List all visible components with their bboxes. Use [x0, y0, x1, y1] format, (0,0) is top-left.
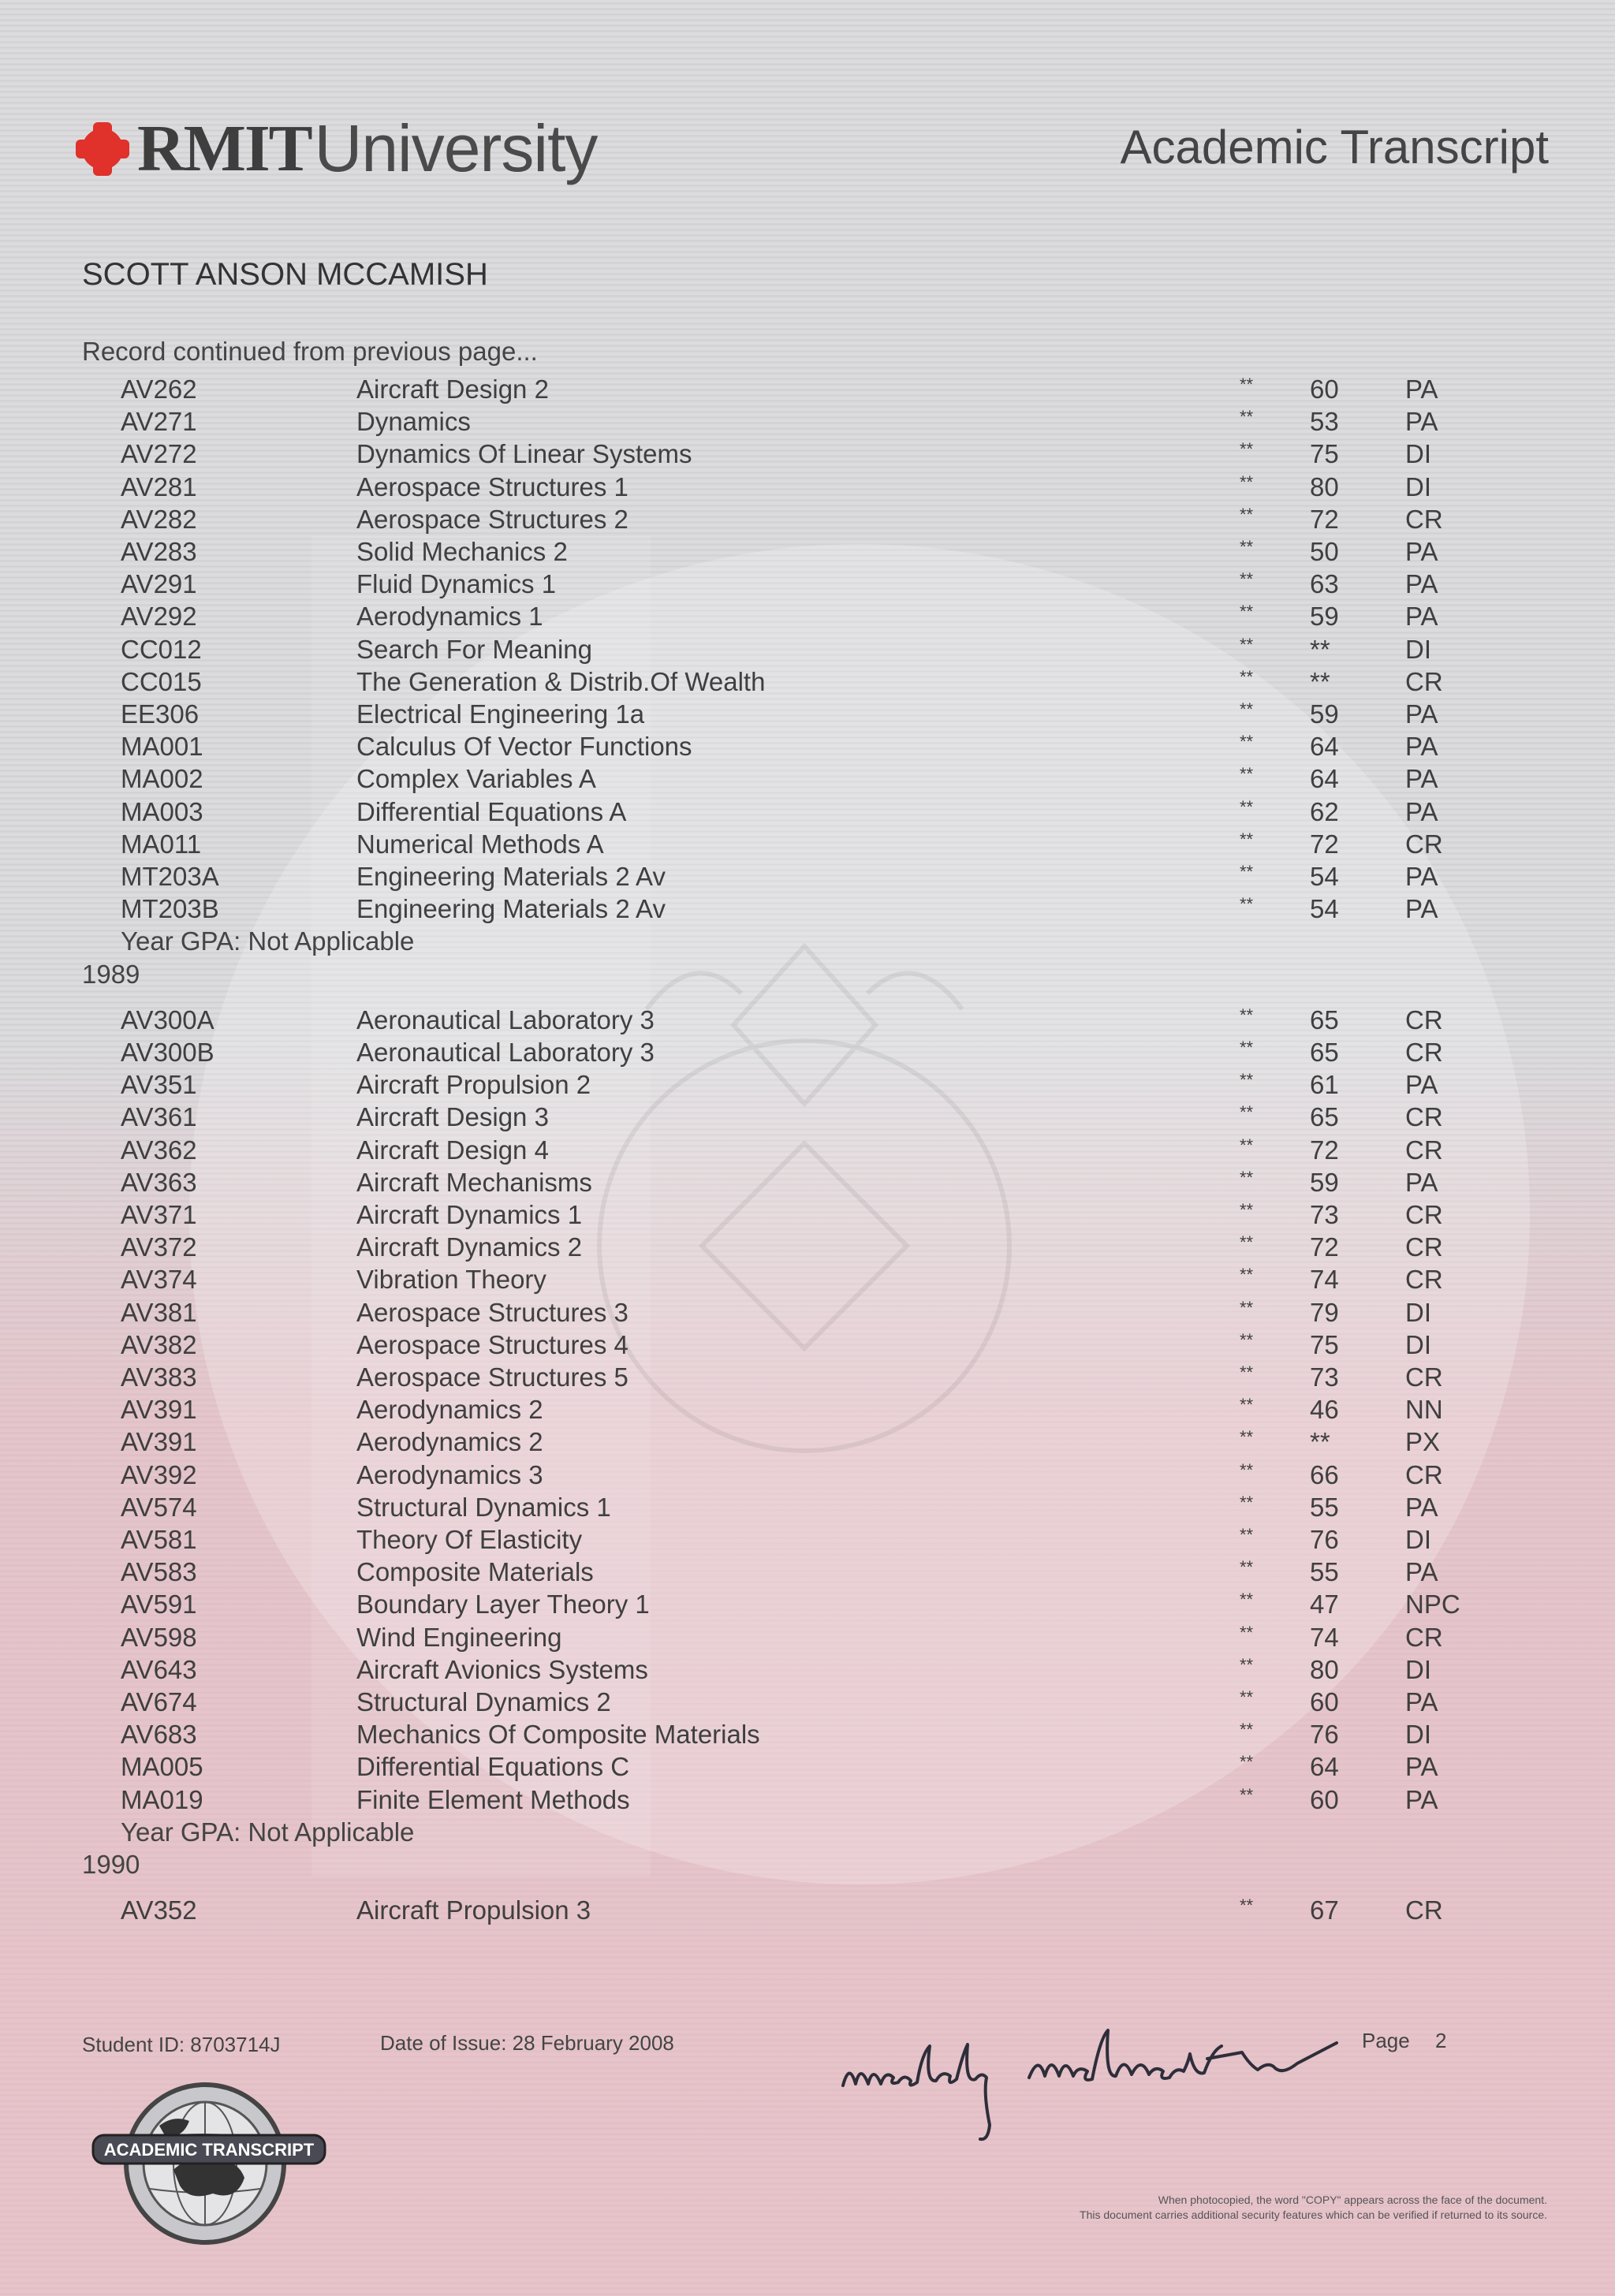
course-title: Composite Materials: [356, 1557, 594, 1587]
course-mark: 59: [1310, 602, 1339, 632]
course-title: Aircraft Mechanisms: [356, 1167, 592, 1197]
course-row: [0, 1038, 1615, 1070]
date-of-issue: Date of Issue: 28 February 2008: [380, 2031, 674, 2055]
course-flag: **: [1240, 1038, 1254, 1057]
course-mark: **: [1310, 666, 1330, 696]
course-code: AV381: [121, 1297, 197, 1327]
course-mark: 72: [1310, 829, 1339, 859]
course-grade: PA: [1405, 1784, 1438, 1814]
course-flag: **: [1240, 439, 1254, 460]
course-row: [0, 764, 1615, 796]
course-title: Mechanics Of Composite Materials: [356, 1720, 760, 1750]
course-flag: **: [1240, 1720, 1254, 1740]
course-flag: **: [1240, 1557, 1254, 1578]
course-mark: 76: [1310, 1525, 1339, 1554]
course-grade: PA: [1405, 537, 1438, 566]
course-flag: **: [1240, 602, 1254, 622]
course-flag: **: [1240, 1492, 1254, 1512]
course-code: AV683: [121, 1720, 197, 1750]
course-flag: **: [1240, 894, 1254, 915]
course-code: AV363: [121, 1167, 197, 1197]
course-mark: 72: [1310, 1135, 1339, 1165]
course-title: Aerodynamics 2: [356, 1395, 543, 1425]
course-grade: PA: [1405, 375, 1438, 404]
course-row: [0, 602, 1615, 634]
course-grade: CR: [1405, 1102, 1443, 1132]
course-mark: 65: [1310, 1038, 1339, 1067]
course-row: [0, 1200, 1615, 1232]
course-code: EE306: [121, 699, 200, 729]
course-code: MA019: [121, 1784, 203, 1814]
course-mark: 55: [1310, 1557, 1339, 1587]
course-code: AV383: [121, 1362, 197, 1392]
course-row: [0, 1135, 1615, 1168]
course-title: Differential Equations C: [356, 1752, 630, 1782]
course-row: [0, 1395, 1615, 1427]
course-row: [0, 472, 1615, 505]
course-mark: 59: [1310, 699, 1339, 729]
course-grade: NN: [1405, 1395, 1443, 1425]
course-flag: **: [1240, 829, 1254, 849]
course-row: [0, 1298, 1615, 1330]
course-title: Theory Of Elasticity: [356, 1525, 583, 1554]
course-title: Aerospace Structures 4: [356, 1329, 628, 1359]
course-grade: PA: [1405, 894, 1438, 924]
year-heading: 1989: [82, 959, 140, 989]
course-mark: 76: [1310, 1720, 1339, 1750]
course-mark: 67: [1310, 1895, 1339, 1925]
course-mark: 63: [1310, 569, 1339, 599]
course-flag: **: [1240, 472, 1254, 492]
course-mark: 59: [1310, 1167, 1339, 1197]
course-flag: **: [1240, 699, 1254, 719]
course-code: MA003: [121, 796, 203, 826]
course-grade: PA: [1405, 1557, 1438, 1587]
course-grade: DI: [1405, 1329, 1431, 1359]
course-code: MT203A: [121, 862, 219, 891]
course-title: Fluid Dynamics 1: [356, 569, 557, 599]
course-mark: 65: [1310, 1102, 1339, 1132]
course-row: [0, 569, 1615, 602]
course-code: AV281: [121, 472, 197, 501]
course-mark: 60: [1310, 1687, 1339, 1716]
course-title: Aircraft Dynamics 2: [356, 1232, 583, 1262]
course-mark: **: [1310, 1427, 1330, 1457]
course-row: [0, 1557, 1615, 1590]
course-title: Aircraft Avionics Systems: [356, 1654, 648, 1684]
course-row: [0, 1525, 1615, 1557]
course-mark: 73: [1310, 1362, 1339, 1392]
course-code: AV583: [121, 1557, 197, 1587]
course-row: [0, 667, 1615, 699]
course-row: [0, 1330, 1615, 1362]
course-flag: **: [1240, 1459, 1254, 1480]
course-title: Numerical Methods A: [356, 829, 604, 859]
course-grade: CR: [1405, 1895, 1443, 1925]
course-code: AV374: [121, 1265, 197, 1295]
course-title: Aerospace Structures 3: [356, 1297, 628, 1327]
course-mark: 54: [1310, 862, 1339, 891]
course-grade: CR: [1405, 1038, 1443, 1067]
course-flag: **: [1240, 537, 1254, 557]
course-flag: **: [1240, 1070, 1254, 1090]
course-mark: 79: [1310, 1297, 1339, 1327]
course-row: [0, 1785, 1615, 1817]
course-flag: **: [1240, 634, 1254, 654]
course-flag: **: [1240, 1200, 1254, 1220]
course-row: [0, 1687, 1615, 1720]
course-flag: **: [1240, 1784, 1254, 1805]
course-mark: 66: [1310, 1459, 1339, 1489]
course-code: AV282: [121, 504, 197, 534]
course-code: AV291: [121, 569, 197, 599]
course-mark: 64: [1310, 764, 1339, 794]
course-grade: PA: [1405, 764, 1438, 794]
course-title: Aerodynamics 3: [356, 1459, 543, 1489]
course-grade: CR: [1405, 666, 1443, 696]
course-code: CC015: [121, 666, 202, 696]
course-title: Vibration Theory: [356, 1265, 546, 1295]
course-grade: DI: [1405, 439, 1431, 469]
course-grade: CR: [1405, 1362, 1443, 1392]
course-title: Aeronautical Laboratory 3: [356, 1004, 655, 1034]
course-title: Calculus Of Vector Functions: [356, 732, 692, 762]
course-row: [0, 1720, 1615, 1752]
course-title: The Generation & Distrib.Of Wealth: [356, 666, 766, 696]
course-title: Wind Engineering: [356, 1622, 562, 1652]
course-grade: PA: [1405, 1167, 1438, 1197]
course-title: Search For Meaning: [356, 634, 592, 664]
academic-transcript-seal: [87, 2075, 331, 2249]
course-mark: 72: [1310, 504, 1339, 534]
course-row: [0, 1005, 1615, 1038]
course-row: [0, 1590, 1615, 1622]
course-mark: 73: [1310, 1200, 1339, 1229]
course-flag: **: [1240, 1135, 1254, 1155]
course-flag: **: [1240, 1590, 1254, 1610]
course-title: Engineering Materials 2 Av: [356, 894, 666, 924]
course-code: AV292: [121, 602, 197, 632]
course-row: [0, 1070, 1615, 1102]
security-notice-line-1: When photocopied, the word "COPY" appears across the face of the document.: [1158, 2194, 1547, 2206]
course-title: Differential Equations A: [356, 796, 627, 826]
course-mark: **: [1310, 634, 1330, 664]
course-code: AV371: [121, 1200, 197, 1229]
course-row: [0, 537, 1615, 569]
course-row: [0, 1493, 1615, 1525]
record-continued-note: Record continued from previous page...: [82, 337, 538, 366]
course-code: AV574: [121, 1492, 197, 1522]
course-title: Aerospace Structures 2: [356, 504, 628, 534]
seal-text: ACADEMIC TRANSCRIPT: [103, 2140, 315, 2160]
course-title: Dynamics: [356, 407, 471, 437]
course-code: AV272: [121, 439, 197, 469]
course-code: AV300B: [121, 1038, 214, 1067]
course-title: Aeronautical Laboratory 3: [356, 1038, 655, 1067]
course-title: Solid Mechanics 2: [356, 537, 568, 566]
course-flag: **: [1240, 504, 1254, 524]
course-grade: PA: [1405, 602, 1438, 632]
course-grade: PX: [1405, 1427, 1441, 1457]
course-flag: **: [1240, 1265, 1254, 1285]
course-flag: **: [1240, 1687, 1254, 1707]
course-mark: 74: [1310, 1265, 1339, 1295]
course-flag: **: [1240, 375, 1254, 394]
document-title: Academic Transcript: [1120, 121, 1549, 173]
course-mark: 72: [1310, 1232, 1339, 1262]
course-mark: 46: [1310, 1395, 1339, 1425]
course-code: AV591: [121, 1590, 197, 1620]
course-code: AV674: [121, 1687, 197, 1716]
course-flag: **: [1240, 569, 1254, 590]
course-title: Aerodynamics 2: [356, 1427, 543, 1457]
course-title: Aircraft Propulsion 2: [356, 1070, 591, 1100]
course-code: AV283: [121, 537, 197, 566]
course-row: [0, 635, 1615, 667]
course-title: Structural Dynamics 1: [356, 1492, 611, 1522]
course-mark: 80: [1310, 1654, 1339, 1684]
course-mark: 53: [1310, 407, 1339, 437]
course-title: Aerospace Structures 5: [356, 1362, 628, 1392]
course-row: [0, 1168, 1615, 1200]
course-grade: CR: [1405, 1232, 1443, 1262]
course-row: [0, 862, 1615, 894]
course-grade: DI: [1405, 1720, 1431, 1750]
security-notice-line-2: This document carries additional security features which can be verified if returned to its source.: [1080, 2208, 1547, 2221]
course-row: [0, 1427, 1615, 1459]
course-grade: CR: [1405, 1200, 1443, 1229]
course-code: CC012: [121, 634, 202, 664]
course-mark: 55: [1310, 1492, 1339, 1522]
rmit-logo: [76, 110, 597, 187]
course-title: Aircraft Dynamics 1: [356, 1200, 583, 1229]
course-mark: 74: [1310, 1622, 1339, 1652]
course-row: [0, 407, 1615, 439]
course-row: [0, 1460, 1615, 1493]
year-gpa: Year GPA: Not Applicable: [121, 1817, 415, 1847]
course-flag: **: [1240, 1752, 1254, 1772]
course-row: [0, 1362, 1615, 1395]
rmit-logo-mark-icon: [76, 122, 129, 176]
page-number: 2: [1435, 2029, 1447, 2052]
course-mark: 65: [1310, 1004, 1339, 1034]
course-grade: DI: [1405, 1525, 1431, 1554]
course-mark: 60: [1310, 375, 1339, 404]
course-grade: PA: [1405, 1492, 1438, 1522]
course-row: [0, 1232, 1615, 1265]
course-code: MA011: [121, 829, 202, 859]
course-grade: PA: [1405, 1752, 1438, 1782]
course-code: AV372: [121, 1232, 197, 1262]
course-row: [0, 505, 1615, 537]
course-code: AV300A: [121, 1004, 214, 1034]
course-grade: PA: [1405, 699, 1438, 729]
course-flag: **: [1240, 1525, 1254, 1545]
course-row: [0, 732, 1615, 764]
course-grade: PA: [1405, 1687, 1438, 1716]
course-mark: 47: [1310, 1590, 1339, 1620]
course-flag: **: [1240, 732, 1254, 752]
course-grade: CR: [1405, 1622, 1443, 1652]
course-grade: CR: [1405, 1004, 1443, 1034]
student-name: SCOTT ANSON MCCAMISH: [82, 257, 488, 292]
course-mark: 62: [1310, 796, 1339, 826]
course-flag: **: [1240, 1895, 1254, 1916]
course-flag: **: [1240, 666, 1254, 687]
course-row: [0, 375, 1615, 407]
course-grade: CR: [1405, 829, 1443, 859]
course-title: Aircraft Propulsion 3: [356, 1895, 591, 1925]
course-grade: DI: [1405, 1297, 1431, 1327]
course-flag: **: [1240, 407, 1254, 427]
course-grade: DI: [1405, 634, 1431, 664]
course-code: AV362: [121, 1135, 197, 1165]
course-title: Engineering Materials 2 Av: [356, 862, 666, 891]
course-row: [0, 894, 1615, 926]
course-title: Boundary Layer Theory 1: [356, 1590, 650, 1620]
course-code: AV352: [121, 1895, 197, 1925]
course-code: AV392: [121, 1459, 197, 1489]
course-row: [0, 1655, 1615, 1687]
course-row: [0, 699, 1615, 732]
course-row: [0, 829, 1615, 862]
course-code: AV361: [121, 1102, 197, 1132]
course-row: [0, 797, 1615, 829]
course-flag: **: [1240, 1622, 1254, 1642]
course-flag: **: [1240, 796, 1254, 817]
course-mark: 75: [1310, 1329, 1339, 1359]
course-mark: 54: [1310, 894, 1339, 924]
course-grade: PA: [1405, 796, 1438, 826]
course-flag: **: [1240, 1395, 1254, 1415]
course-code: AV271: [121, 407, 197, 437]
course-code: AV391: [121, 1427, 197, 1457]
course-code: AV382: [121, 1329, 197, 1359]
logo-university-text: University: [314, 111, 598, 185]
course-mark: 80: [1310, 472, 1339, 501]
course-row: [0, 439, 1615, 472]
course-title: Dynamics Of Linear Systems: [356, 439, 692, 469]
year-gpa: Year GPA: Not Applicable: [121, 926, 415, 956]
course-flag: **: [1240, 1232, 1254, 1253]
course-mark: 64: [1310, 1752, 1339, 1782]
course-mark: 60: [1310, 1784, 1339, 1814]
course-code: MA002: [121, 764, 203, 794]
course-code: MA005: [121, 1752, 203, 1782]
course-title: Aircraft Design 4: [356, 1135, 549, 1165]
course-flag: **: [1240, 1167, 1254, 1187]
course-flag: **: [1240, 1654, 1254, 1675]
course-title: Aerodynamics 1: [356, 602, 543, 632]
course-grade: NPC: [1405, 1590, 1460, 1620]
student-id: Student ID: 8703714J: [82, 2033, 281, 2056]
course-row: [0, 1102, 1615, 1135]
course-grade: PA: [1405, 407, 1438, 437]
course-grade: DI: [1405, 472, 1431, 501]
course-grade: PA: [1405, 732, 1438, 762]
course-flag: **: [1240, 764, 1254, 785]
course-mark: 64: [1310, 732, 1339, 762]
course-flag: **: [1240, 1297, 1254, 1318]
course-grade: CR: [1405, 1135, 1443, 1165]
registrar-signature: [832, 2007, 1368, 2164]
course-grade: DI: [1405, 1654, 1431, 1684]
course-code: AV391: [121, 1395, 197, 1425]
course-code: AV643: [121, 1654, 197, 1684]
course-mark: 75: [1310, 439, 1339, 469]
course-title: Aircraft Design 3: [356, 1102, 549, 1132]
course-code: AV598: [121, 1622, 197, 1652]
course-code: AV262: [121, 375, 197, 404]
course-flag: **: [1240, 1102, 1254, 1123]
course-code: AV581: [121, 1525, 197, 1554]
course-grade: PA: [1405, 1070, 1438, 1100]
course-row: [0, 1623, 1615, 1655]
logo-rmit-text: RMIT: [137, 112, 311, 185]
course-row: [0, 1752, 1615, 1784]
course-grade: PA: [1405, 862, 1438, 891]
course-row: [0, 1265, 1615, 1297]
course-flag: **: [1240, 1004, 1254, 1025]
course-code: MA001: [121, 732, 203, 762]
course-title: Aerospace Structures 1: [356, 472, 628, 501]
course-title: Finite Element Methods: [356, 1784, 630, 1814]
year-heading: 1990: [82, 1850, 140, 1879]
course-title: Electrical Engineering 1a: [356, 699, 645, 729]
course-grade: CR: [1405, 504, 1443, 534]
course-title: Structural Dynamics 2: [356, 1687, 611, 1716]
course-grade: CR: [1405, 1459, 1443, 1489]
course-title: Complex Variables A: [356, 764, 596, 794]
course-code: AV351: [121, 1070, 197, 1100]
course-mark: 50: [1310, 537, 1339, 566]
page-label: Page: [1362, 2029, 1410, 2052]
course-grade: PA: [1405, 569, 1438, 599]
course-grade: CR: [1405, 1265, 1443, 1295]
course-mark: 61: [1310, 1070, 1339, 1100]
course-flag: **: [1240, 1427, 1254, 1448]
course-flag: **: [1240, 1362, 1254, 1382]
course-flag: **: [1240, 1329, 1254, 1350]
course-title: Aircraft Design 2: [356, 375, 549, 404]
course-flag: **: [1240, 862, 1254, 882]
course-code: MT203B: [121, 894, 219, 924]
course-row: [0, 1895, 1615, 1928]
